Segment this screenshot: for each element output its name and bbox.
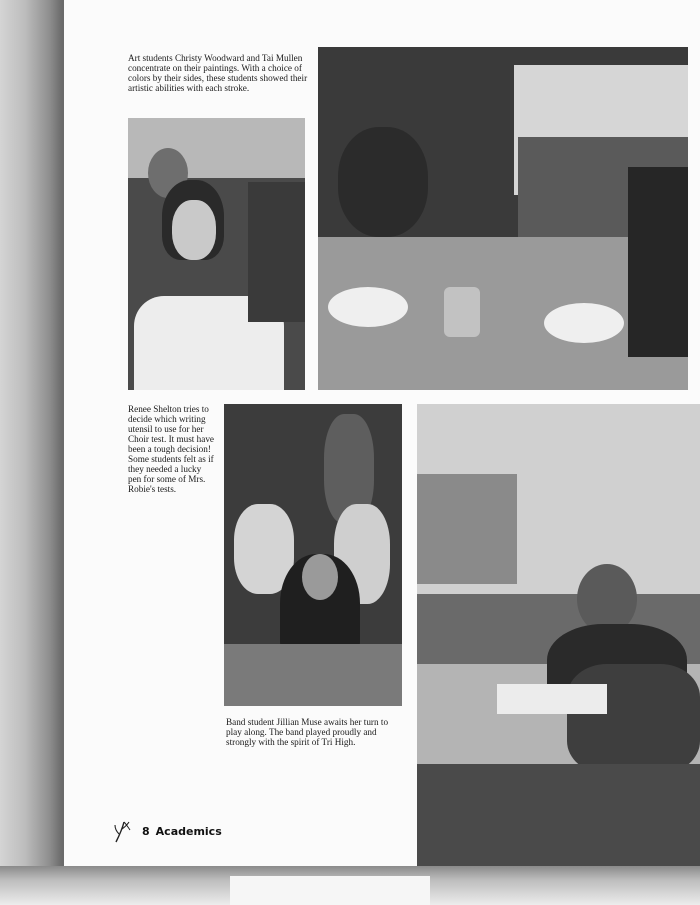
page-number: 8	[142, 824, 150, 838]
caption-band-student: Band student Jillian Muse awaits her turn to play along. The band played proudly and strongly with the spirit of Tri High.	[226, 717, 389, 747]
photo-student-at-desk	[417, 404, 700, 866]
photo-art-students-painting	[318, 47, 688, 390]
page-folio	[110, 818, 222, 844]
caption-choir-test: Renee Shelton tries to decide which writing utensil to use for her Choir test. It must have been a tough decision! Some students felt as if they needed a lucky pen for some of Mrs. Robie's tests.	[128, 404, 214, 494]
photo-choir-student	[128, 118, 305, 390]
photo-band-students	[224, 404, 402, 706]
caption-art-students: Art students Christy Woodward and Tai Mullen concentrate on their paintings. With a choice of colors by their sides, these students showed their artistic abilities with each stroke.	[128, 53, 308, 93]
section-label: Academics	[155, 824, 222, 838]
scan-edge-left	[0, 0, 62, 905]
scan-edge-bottom	[0, 866, 700, 905]
sprig-icon	[110, 818, 136, 844]
